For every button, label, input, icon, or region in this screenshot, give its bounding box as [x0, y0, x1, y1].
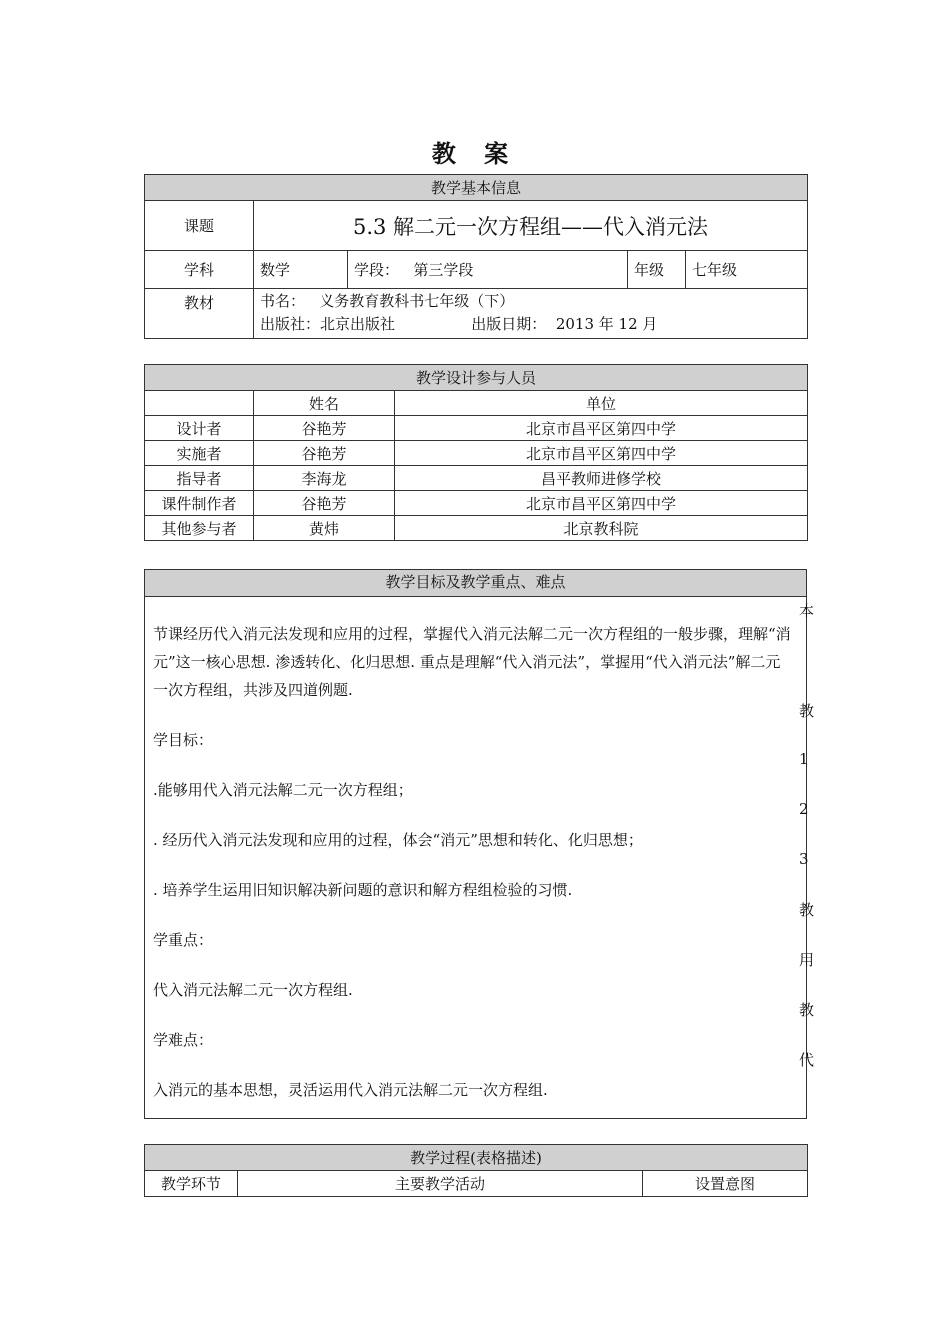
unit-cell: 昌平教师进修学校	[395, 466, 808, 491]
col-activity: 主要教学活动	[238, 1171, 643, 1197]
book-line: 书名： 义务教育教科书七年级（下）	[260, 292, 515, 310]
basic-info-header: 教学基本信息	[145, 175, 808, 201]
margin-char: 1	[799, 750, 809, 768]
margin-char: 教	[799, 901, 815, 919]
participants-table	[144, 364, 808, 541]
topic-value: 5.3 解二元一次方程组——代入消元法	[254, 201, 808, 251]
name-cell: 谷艳芳	[254, 491, 395, 516]
publisher-line: 出版社：北京出版社 出版日期： 2013 年 12 月	[260, 315, 658, 333]
grade-value: 七年级	[686, 251, 808, 289]
name-cell: 谷艳芳	[254, 441, 395, 466]
objectives-header: 教学目标及教学重点、难点	[145, 570, 806, 597]
stage-cell	[348, 251, 628, 289]
table-row	[145, 466, 808, 491]
unit-cell: 北京市昌平区第四中学	[395, 441, 808, 466]
objectives-intro: 节课经历代入消元法发现和应用的过程，掌握代入消元法解二元一次方程组的一般步骤，理解“消元”这一核心思想. 渗透转化、化归思想. 重点是理解“代入消元法”，掌握用“代入消元法”解二元一次方程组，共涉及四道例题.	[153, 625, 791, 699]
table-row	[145, 491, 808, 516]
name-cell: 谷艳芳	[254, 416, 395, 441]
goal-2: . 经历代入消元法发现和应用的过程，体会“消元”思想和转化、化归思想；	[153, 831, 643, 849]
key-label: 学重点：	[153, 931, 214, 949]
page-title: 教 案	[431, 139, 519, 168]
name-cell: 李海龙	[254, 466, 395, 491]
material-cell	[254, 289, 808, 339]
col-stage: 教学环节	[145, 1171, 238, 1197]
col-intent: 设置意图	[643, 1171, 808, 1197]
role-cell: 其他参与者	[145, 516, 254, 541]
subject-label: 学科	[145, 251, 254, 289]
role-cell: 设计者	[145, 416, 254, 441]
empty-header-cell	[145, 391, 254, 416]
stage-label: 学段：	[354, 261, 400, 279]
participants-header: 教学设计参与人员	[145, 365, 808, 391]
grade-label: 年级	[628, 251, 686, 289]
margin-char: 3	[799, 850, 809, 868]
table-row	[145, 416, 808, 441]
name-cell: 黄炜	[254, 516, 395, 541]
unit-cell: 北京市昌平区第四中学	[395, 416, 808, 441]
objectives-body	[153, 620, 793, 1104]
margin-char: 2	[799, 800, 809, 818]
difficulty-value: 入消元的基本思想，灵活运用代入消元法解二元一次方程组.	[153, 1081, 548, 1099]
difficulty-label: 学难点：	[153, 1031, 214, 1049]
margin-char: 本	[799, 602, 815, 620]
role-cell: 课件制作者	[145, 491, 254, 516]
basic-info-table	[144, 174, 808, 339]
stage-value: 第三学段	[413, 261, 474, 279]
margin-char: 代	[799, 1051, 815, 1069]
goal-1: .能够用代入消元法解二元一次方程组；	[153, 781, 413, 799]
objectives-section	[144, 569, 807, 1119]
subject-value: 数学	[254, 251, 348, 289]
role-cell: 指导者	[145, 466, 254, 491]
table-row	[145, 441, 808, 466]
margin-char: 教	[799, 1001, 815, 1019]
goals-label: 学目标：	[153, 731, 214, 749]
unit-cell: 北京教科院	[395, 516, 808, 541]
process-table	[144, 1144, 808, 1197]
col-unit: 单位	[395, 391, 808, 416]
key-value: 代入消元法解二元一次方程组.	[153, 981, 353, 999]
process-header: 教学过程(表格描述)	[145, 1145, 808, 1171]
role-cell: 实施者	[145, 441, 254, 466]
margin-char: 用	[799, 951, 815, 969]
col-name: 姓名	[254, 391, 395, 416]
goal-3: . 培养学生运用旧知识解决新问题的意识和解方程组检验的习惯.	[153, 881, 573, 899]
unit-cell: 北京市昌平区第四中学	[395, 491, 808, 516]
table-row	[145, 516, 808, 541]
margin-char: 教	[799, 702, 815, 720]
topic-label: 课题	[145, 201, 254, 251]
material-label: 教材	[145, 289, 254, 339]
